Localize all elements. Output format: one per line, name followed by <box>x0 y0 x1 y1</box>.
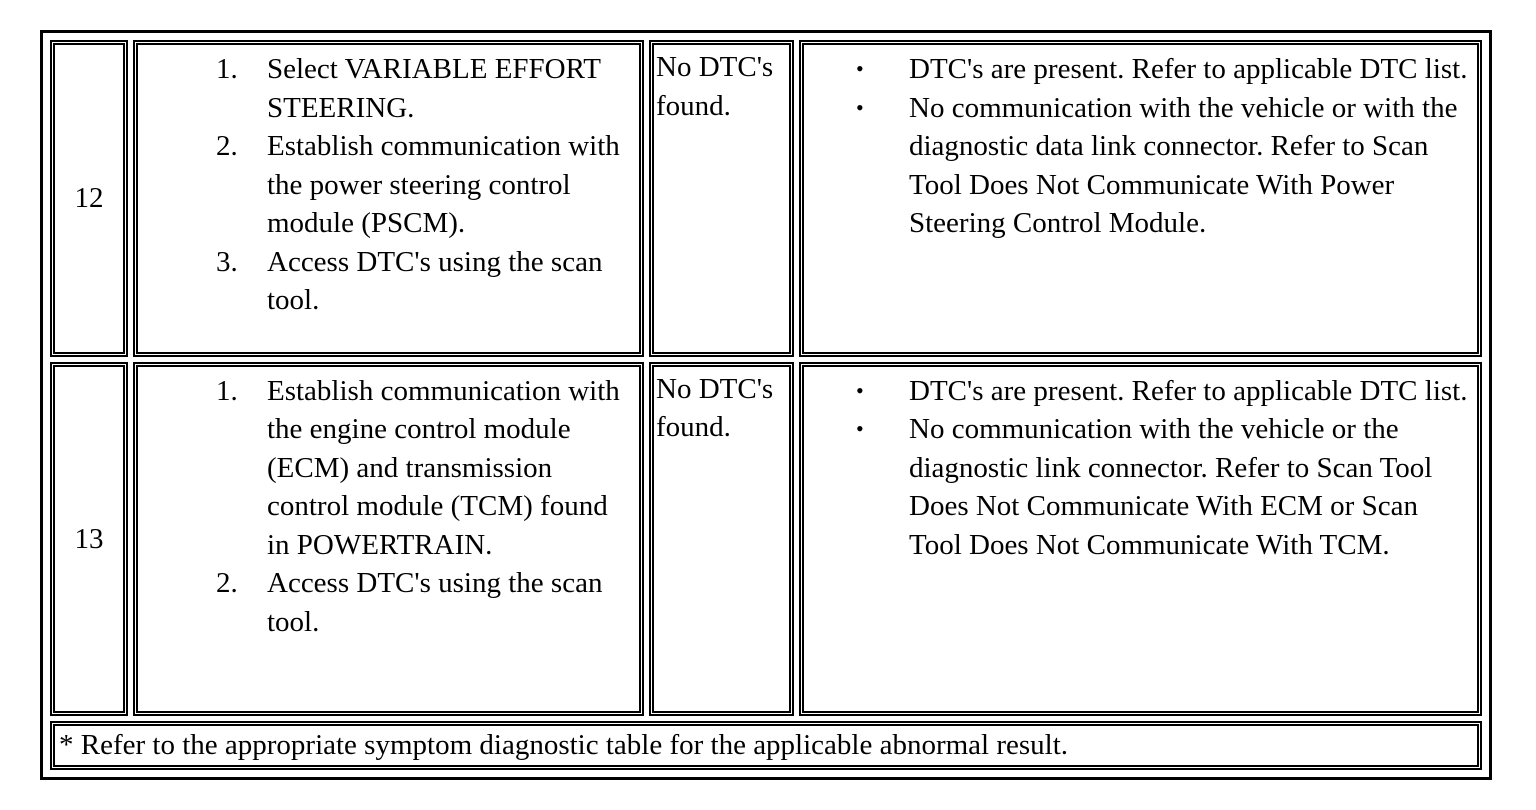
result-cell <box>649 40 794 357</box>
result-text: No DTC's found. <box>656 51 774 122</box>
action-cell <box>133 40 644 357</box>
table-row <box>50 40 1482 357</box>
action-item: 2. Establish communication with the power steering control module (PSCM). <box>245 127 637 243</box>
result-cell <box>649 362 794 717</box>
step-number-cell <box>50 40 128 357</box>
bullet-icon: • <box>856 416 864 442</box>
list-item <box>856 50 1475 89</box>
diagnostic-table-frame <box>40 30 1492 780</box>
step-number: 12 <box>74 182 104 215</box>
other-result-list <box>806 372 1475 565</box>
list-item-text: No communication with the vehicle or with the diagnostic data link connector. Refer to Scan Tool Does Not Communicate With Power Steering Control Module. <box>909 91 1458 239</box>
list-item-text: DTC's are present. Refer to applicable DTC list. <box>909 53 1468 85</box>
step-number: 13 <box>74 522 104 555</box>
action-item: 2. Access DTC's using the scan tool. <box>245 564 637 641</box>
list-item-text: No communication with the vehicle or the diagnostic link connector. Refer to Scan Tool Does Not Communicate With ECM or Scan Tool Does Not Communicate With TCM. <box>909 413 1433 561</box>
other-result-list <box>806 50 1475 243</box>
bullet-icon: • <box>856 56 864 81</box>
action-item: 1. Select VARIABLE EFFORT STEERING. <box>245 50 637 127</box>
action-list <box>140 372 637 642</box>
action-item: 3. Access DTC's using the scan tool. <box>245 243 637 320</box>
action-item: 1. Establish communication with the engine control module (ECM) and transmission control module (TCM) found in POWERTRAIN. <box>245 372 637 565</box>
action-cell <box>133 362 644 717</box>
bullet-icon: • <box>856 377 864 403</box>
step-number-cell <box>50 362 128 717</box>
list-item <box>856 372 1475 411</box>
footnote-text: * Refer to the appropriate symptom diagnostic table for the applicable abnormal result. <box>59 729 1069 762</box>
table-row <box>50 721 1482 770</box>
list-item-text: DTC's are present. Refer to applicable DTC list. <box>909 374 1468 407</box>
action-list <box>140 50 637 320</box>
other-result-cell <box>799 40 1482 357</box>
other-result-cell <box>799 362 1482 717</box>
diagnostic-table <box>45 35 1487 775</box>
result-text: No DTC's found. <box>656 372 774 444</box>
list-item <box>856 89 1475 243</box>
table-row <box>50 362 1482 717</box>
footnote-cell <box>50 721 1482 770</box>
list-item <box>856 410 1475 564</box>
bullet-icon: • <box>856 94 864 120</box>
